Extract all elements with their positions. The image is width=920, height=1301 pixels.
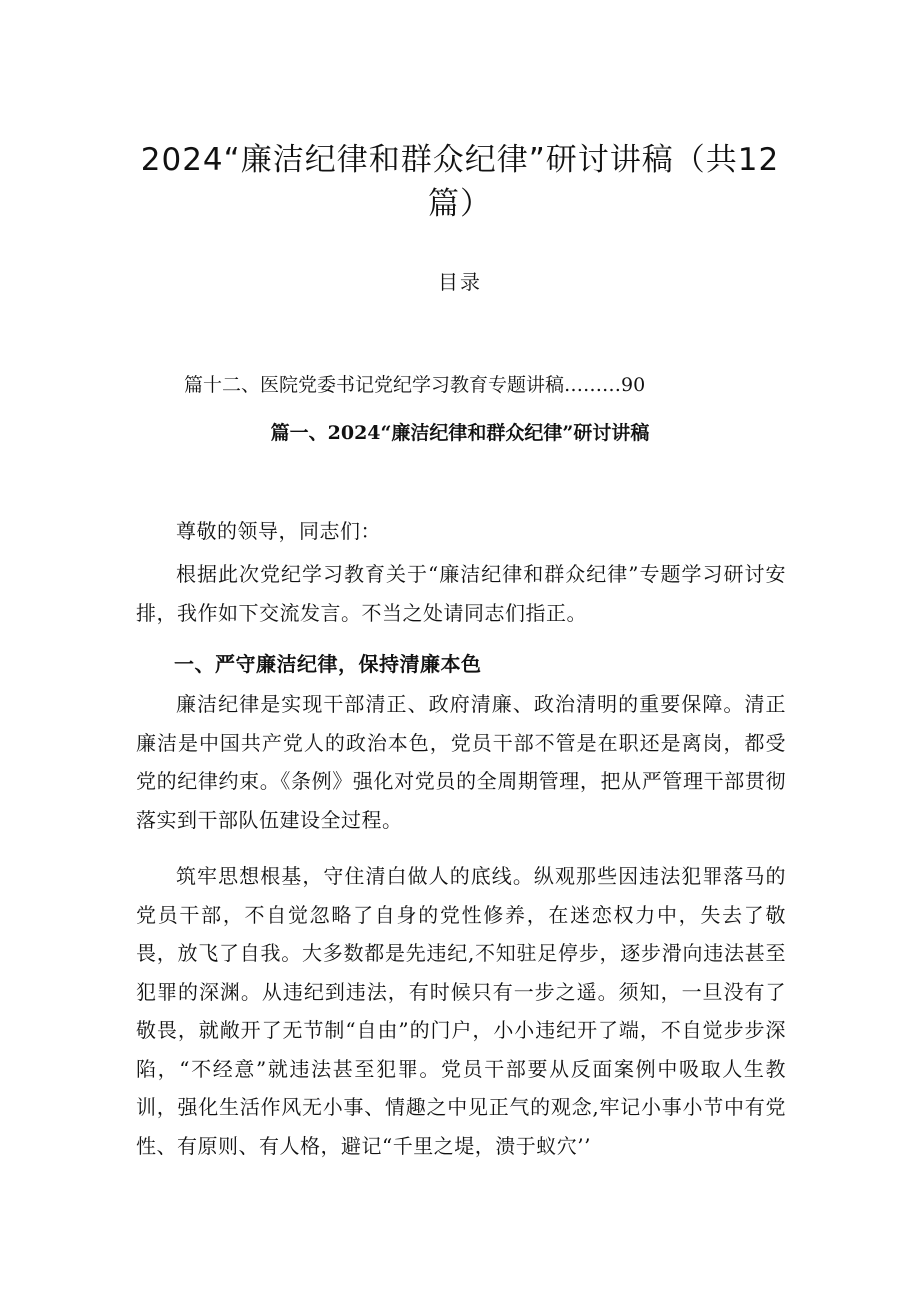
body-paragraph	[136, 555, 786, 632]
toc-heading: 目录	[438, 270, 482, 294]
paragraph-integrity: 廉洁纪律是实现干部清正、政府清廉、政治清明的重要保障。清正廉洁是中国共产党人的政治本色，党员干部不管是在职还是离岗，都受党的纪律约束。《条例》强化对党员的全周期管理，把从严管理干部贯彻落实到干部队伍建设全过程。	[136, 692, 786, 832]
paragraph-intro: 根据此次党纪学习教育关于“廉洁纪律和群众纪律”专题学习研讨安排，我作如下交流发言。不当之处请同志们指正。	[136, 562, 786, 625]
document-title: 2024“廉洁纪律和群众纪律”研讨讲稿（共12篇）	[140, 142, 780, 222]
body-paragraph	[136, 857, 786, 1165]
section-title: 篇一、2024“廉洁纪律和群众纪律”研讨讲稿	[270, 422, 650, 444]
body-paragraph	[136, 685, 786, 839]
salutation-text: 尊敬的领导，同志们：	[176, 519, 381, 543]
salutation	[136, 512, 786, 551]
toc-entry[interactable]: 篇十二、医院党委书记党纪学习教育专题讲稿………90	[184, 374, 646, 396]
subsection-heading: 一、严守廉洁纪律，保持清廉本色	[174, 652, 482, 676]
paragraph-foundation: 筑牢思想根基，守住清白做人的底线。纵观那些因违法犯罪落马的党员干部，不自觉忽略了自身的党性修养，在迷恋权力中，失去了敬畏，放飞了自我。大多数都是先违纪,不知驻足停步，逐步滑向违法甚至犯罪的深渊。从违纪到违法，有时候只有一步之遥。须知，一旦没有了敬畏，就敞开了无节制“自由”的门户，小小违纪开了端，不自觉步步深陷，“不经意”就违法甚至犯罪。党员干部要从反面案例中吸取人生教训，强化生活作风无小事、情趣之中见正气的观念,牢记小事小节中有党性、有原则、有人格，避记“千里之堤，溃于蚁穴’’	[136, 864, 786, 1158]
